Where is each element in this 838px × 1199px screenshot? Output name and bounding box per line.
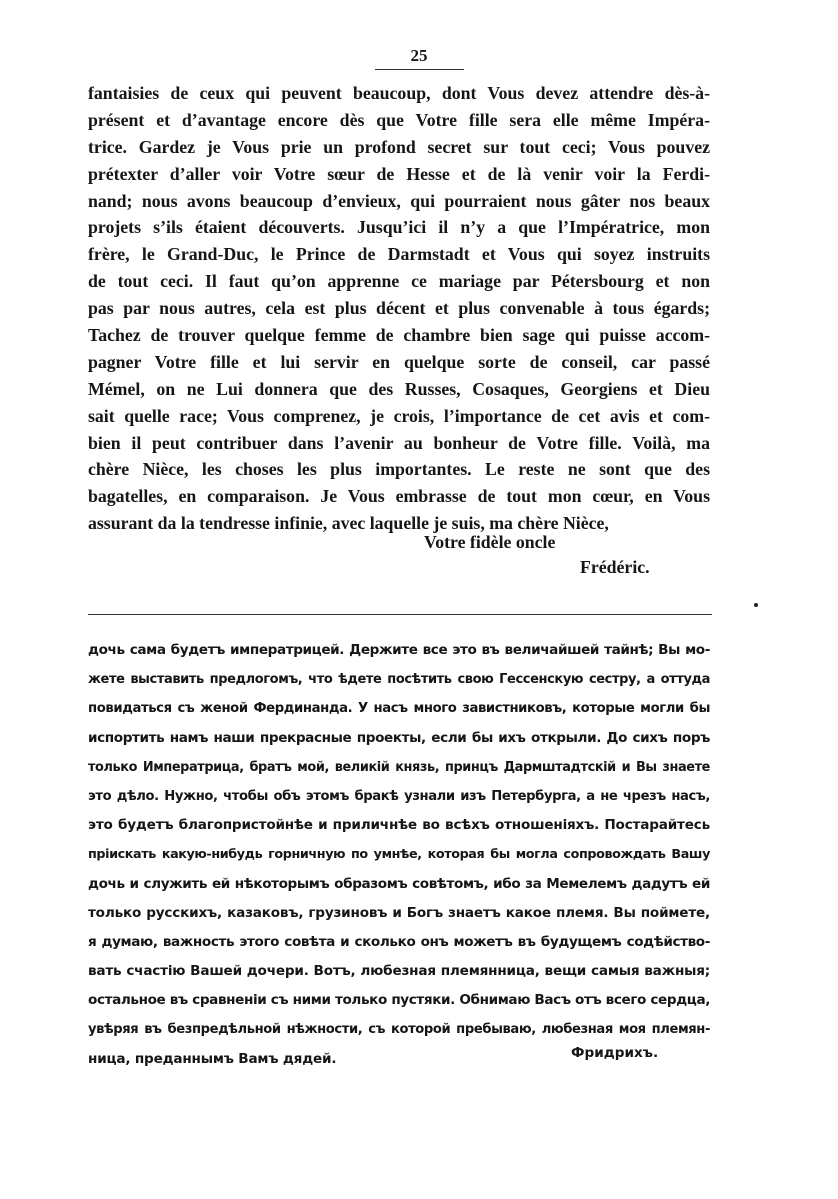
text-line: fantaisies de ceux qui peuvent beaucoup, dont Vous devez attendre dès-à-	[88, 83, 710, 103]
text-line: это дѣло. Нужно, чтобы объ этомъ бракѣ узнали изъ Петербурга, а не чрезъ насъ,	[88, 788, 710, 804]
page-number	[0, 46, 838, 70]
french-closing: Votre fidèle oncle	[424, 532, 556, 552]
text-line: bagatelles, en comparaison. Je Vous embrasse de tout mon cœur, en Vous	[88, 486, 710, 507]
text-line: повидаться съ женой Фердинанда. У насъ много завистниковъ, которые могли бы	[88, 701, 710, 717]
text-line: trice. Gardez je Vous prie un profond secret sur tout ceci; Vous pouvez	[88, 136, 710, 157]
text-line: pas par nous autres, cela est plus décent et plus convenable à tous égards;	[88, 298, 710, 319]
text-line: Tachez de trouver quelque femme de chambre bien sage qui puisse accom-	[88, 325, 710, 346]
russian-signature: Фридрихъ.	[571, 1045, 659, 1061]
text-line: я думаю, важность этого совѣта и сколько онъ можетъ въ будущемъ содѣйство-	[88, 933, 710, 950]
text-line: только Императрица, братъ мой, великій князь, принцъ Дармштадтскій и Вы знаете	[88, 759, 710, 775]
text-line: это будетъ благопристойнѣе и приличнѣе во всѣхъ отношеніяхъ. Постарайтесь	[88, 817, 710, 834]
text-line: вать счастію Вашей дочери. Вотъ, любезная племянница, вещи самыя важныя;	[88, 963, 710, 980]
text-line: sait quelle race; Vous comprenez, je crois, l’importance de cet avis et com-	[88, 405, 710, 426]
text-line: assurant da la tendresse infinie, avec laquelle je suis, ma chère Nièce,	[88, 513, 609, 534]
text-line: de tout ceci. Il faut qu’on apprenne ce mariage par Pétersbourg et non	[88, 271, 710, 292]
page-number-text: 25	[375, 46, 464, 70]
text-line: Mémel, on ne Lui donnera que des Russes, Cosaques, Georgiens et Dieu	[88, 378, 710, 399]
text-line: только русскихъ, казаковъ, грузиновъ и Богъ знаетъ какое племя. Вы поймете,	[88, 904, 710, 921]
text-line: дочь сама будетъ императрицей. Держите все это въ величайшей тайнѣ; Вы мо-	[88, 642, 710, 658]
text-line: остальное въ сравненіи съ ними только пустяки. Обнимаю Васъ отъ всего сердца,	[88, 992, 710, 1009]
text-line: présent et d’avantage encore dès que Votre fille sera elle même Impéra-	[88, 109, 710, 130]
section-divider	[88, 614, 712, 615]
text-line: chère Nièce, les choses les plus importantes. Le reste ne sont que des	[88, 459, 710, 480]
text-line: nand; nous avons beaucoup d’envieux, qui pourraient nous gâter nos beaux	[88, 190, 710, 211]
text-line: frère, le Grand-Duc, le Prince de Darmstadt et Vous qui soyez instruits	[88, 244, 710, 265]
text-line: prétexter d’aller voir Votre sœur de Hesse et de là venir voir la Ferdi-	[88, 163, 710, 184]
text-line: ница, преданнымъ Вамъ дядей.	[88, 1050, 337, 1067]
print-speck	[754, 603, 758, 607]
text-line: bien il peut contribuer dans l’avenir au bonheur de Votre fille. Voilà, ma	[88, 432, 710, 453]
text-line: пріискать какую-нибудь горничную по умнѣе, которая бы могла сопровождать Вашу	[88, 847, 710, 863]
french-letter-text	[88, 80, 710, 537]
text-line: жете выставить предлогомъ, что ѣдете посѣтить свою Гессенскую сестру, а оттуда	[88, 672, 710, 688]
text-line: испортить намъ наши прекрасные проекты, если бы ихъ открыли. До сихъ поръ	[88, 729, 710, 746]
russian-translation-text	[88, 636, 710, 1074]
french-signature: Frédéric.	[580, 557, 650, 577]
text-line: projets s’ils étaient découverts. Jusqu’ici il n’y a que l’Impératrice, mon	[88, 217, 710, 238]
text-line: дочь и служить ей нѣкоторымъ образомъ совѣтомъ, ибо за Мемелемъ дадутъ ей	[88, 875, 710, 892]
text-line: pagner Votre fille et lui servir en quelque sorte de conseil, car passé	[88, 351, 710, 372]
text-line: увѣряя въ безпредѣльной нѣжности, съ которой пребываю, любезная моя племян-	[88, 1022, 710, 1038]
